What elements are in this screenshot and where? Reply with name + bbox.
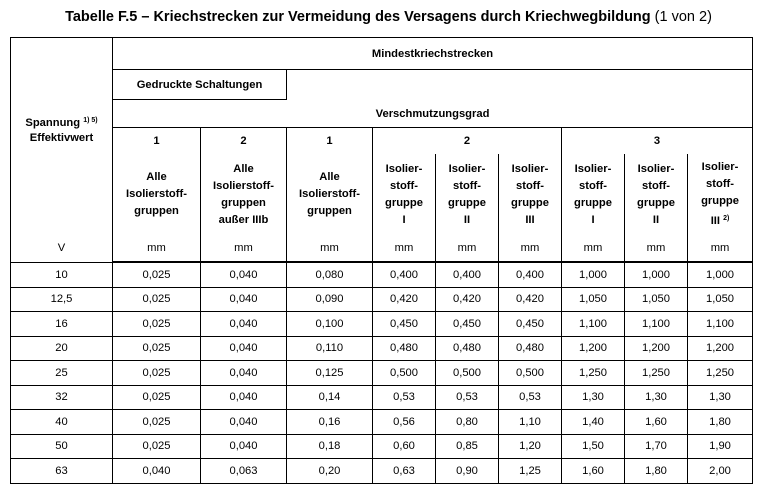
value-cell: 1,50 [562, 434, 625, 459]
value-cell: 1,90 [688, 434, 753, 459]
value-cell: 0,040 [201, 262, 287, 287]
value-cell: 0,500 [373, 361, 436, 386]
table-row [11, 262, 753, 287]
value-cell: 0,040 [201, 336, 287, 361]
voltage-cell: 12,5 [11, 287, 113, 312]
col6-header: Isolier- stoff- gruppe III [499, 154, 562, 235]
value-cell: 0,100 [287, 312, 373, 337]
col1-header: Alle Isolierstoff- gruppen [113, 154, 201, 235]
value-cell: 0,025 [113, 262, 201, 287]
value-cell: 1,250 [688, 361, 753, 386]
value-cell: 0,040 [201, 361, 287, 386]
voltage-cell: 40 [11, 410, 113, 435]
col9-header: Isolier- stoff- gruppe III $^{2)}$ [688, 154, 753, 235]
value-cell: 0,56 [373, 410, 436, 435]
value-cell: 0,040 [201, 434, 287, 459]
table-row [11, 459, 753, 484]
col7-header: Isolier- stoff- gruppe I [562, 154, 625, 235]
value-cell: 1,000 [562, 262, 625, 287]
value-cell: 1,200 [688, 336, 753, 361]
value-cell: 1,250 [562, 361, 625, 386]
grade-3: 3 [562, 128, 753, 155]
voltage-cell: 20 [11, 336, 113, 361]
table-row [11, 312, 753, 337]
value-cell: 0,450 [436, 312, 499, 337]
value-cell: 1,200 [625, 336, 688, 361]
value-cell: 0,85 [436, 434, 499, 459]
value-cell: 0,14 [287, 385, 373, 410]
value-cell: 0,040 [201, 385, 287, 410]
grade-1-pcb: 1 [113, 128, 201, 155]
table-title-page: (1 von 2) [654, 9, 712, 25]
value-cell: 0,80 [436, 410, 499, 435]
value-cell: 0,420 [436, 287, 499, 312]
value-cell: 1,250 [625, 361, 688, 386]
verschmutzungsgrad-header: Verschmutzungsgrad [113, 100, 753, 128]
value-cell: 0,480 [436, 336, 499, 361]
value-cell: 0,500 [436, 361, 499, 386]
table-row [11, 434, 753, 459]
spannung-header [11, 38, 113, 236]
voltage-cell: 50 [11, 434, 113, 459]
value-cell: 1,60 [625, 410, 688, 435]
grade-2-pcb: 2 [201, 128, 287, 155]
spannung-footnote: 1) 5) [83, 117, 98, 124]
col3-header: Alle Isolierstoff- gruppen [287, 154, 373, 235]
value-cell: 0,040 [113, 459, 201, 484]
value-cell: 0,025 [113, 336, 201, 361]
unit-mm: mm [688, 235, 753, 262]
value-cell: 1,10 [499, 410, 562, 435]
table-row [11, 336, 753, 361]
value-cell: 1,70 [625, 434, 688, 459]
grade-1: 1 [287, 128, 373, 155]
value-cell: 0,025 [113, 434, 201, 459]
value-cell: 0,040 [201, 287, 287, 312]
value-cell: 0,63 [373, 459, 436, 484]
unit-mm: mm [373, 235, 436, 262]
value-cell: 0,125 [287, 361, 373, 386]
value-cell: 1,30 [688, 385, 753, 410]
value-cell: 0,025 [113, 361, 201, 386]
unit-mm: mm [625, 235, 688, 262]
value-cell: 0,063 [201, 459, 287, 484]
value-cell: 0,20 [287, 459, 373, 484]
unit-mm: mm [436, 235, 499, 262]
value-cell: 0,53 [436, 385, 499, 410]
grade-2: 2 [373, 128, 562, 155]
creepage-table [10, 37, 753, 484]
value-cell: 1,000 [625, 262, 688, 287]
value-cell: 0,025 [113, 385, 201, 410]
value-cell: 0,090 [287, 287, 373, 312]
value-cell: 1,80 [688, 410, 753, 435]
mindestkriechstrecken-header: Mindestkriechstrecken [113, 38, 753, 70]
value-cell: 1,100 [562, 312, 625, 337]
value-cell: 0,025 [113, 287, 201, 312]
value-cell: 0,400 [499, 262, 562, 287]
voltage-cell: 32 [11, 385, 113, 410]
value-cell: 0,480 [373, 336, 436, 361]
unit-mm: mm [287, 235, 373, 262]
value-cell: 0,450 [499, 312, 562, 337]
table-row [11, 287, 753, 312]
value-cell: 1,40 [562, 410, 625, 435]
value-cell: 0,040 [201, 312, 287, 337]
value-cell: 0,450 [373, 312, 436, 337]
voltage-cell: 25 [11, 361, 113, 386]
value-cell: 0,90 [436, 459, 499, 484]
col2-header: Alle Isolierstoff- gruppen außer IIIb [201, 154, 287, 235]
value-cell: 1,30 [625, 385, 688, 410]
value-cell: 0,400 [436, 262, 499, 287]
value-cell: 0,420 [499, 287, 562, 312]
voltage-cell: 16 [11, 312, 113, 337]
voltage-unit: V [11, 235, 113, 262]
value-cell: 0,025 [113, 312, 201, 337]
value-cell: 0,080 [287, 262, 373, 287]
unit-mm: mm [562, 235, 625, 262]
value-cell: 0,110 [287, 336, 373, 361]
value-cell: 0,16 [287, 410, 373, 435]
value-cell: 0,500 [499, 361, 562, 386]
value-cell: 1,20 [499, 434, 562, 459]
col9-footnote: 2) [723, 215, 730, 222]
col5-header: Isolier- stoff- gruppe II [436, 154, 499, 235]
table-row [11, 361, 753, 386]
table-row [11, 385, 753, 410]
value-cell: 1,100 [625, 312, 688, 337]
value-cell: 1,100 [688, 312, 753, 337]
value-cell: 0,53 [373, 385, 436, 410]
value-cell: 0,480 [499, 336, 562, 361]
value-cell: 1,000 [688, 262, 753, 287]
voltage-cell: 63 [11, 459, 113, 484]
value-cell: 0,53 [499, 385, 562, 410]
value-cell: 1,60 [562, 459, 625, 484]
table-title [0, 9, 777, 25]
table-row [11, 410, 753, 435]
col4-header: Isolier- stoff- gruppe I [373, 154, 436, 235]
value-cell: 0,18 [287, 434, 373, 459]
value-cell: 0,400 [373, 262, 436, 287]
value-cell: 0,420 [373, 287, 436, 312]
table-title-bold: Tabelle F.5 – Kriechstrecken zur Vermeidung des Versagens durch Kriechwegbildung [65, 9, 651, 25]
value-cell: 1,050 [562, 287, 625, 312]
unit-mm: mm [499, 235, 562, 262]
value-cell: 0,040 [201, 410, 287, 435]
value-cell: 0,60 [373, 434, 436, 459]
value-cell: 2,00 [688, 459, 753, 484]
value-cell: 1,050 [625, 287, 688, 312]
value-cell: 1,30 [562, 385, 625, 410]
gedruckte-schaltungen-header: Gedruckte Schaltungen [113, 70, 287, 100]
value-cell: 1,200 [562, 336, 625, 361]
value-cell: 1,25 [499, 459, 562, 484]
unit-mm: mm [201, 235, 287, 262]
value-cell: 0,025 [113, 410, 201, 435]
value-cell: 1,80 [625, 459, 688, 484]
value-cell: 1,050 [688, 287, 753, 312]
unit-mm: mm [113, 235, 201, 262]
spannung-label: Spannung [25, 117, 81, 129]
col8-header: Isolier- stoff- gruppe II [625, 154, 688, 235]
voltage-cell: 10 [11, 262, 113, 287]
effektivwert-label: Effektivwert [29, 132, 94, 144]
blank-header-cell [287, 70, 753, 100]
